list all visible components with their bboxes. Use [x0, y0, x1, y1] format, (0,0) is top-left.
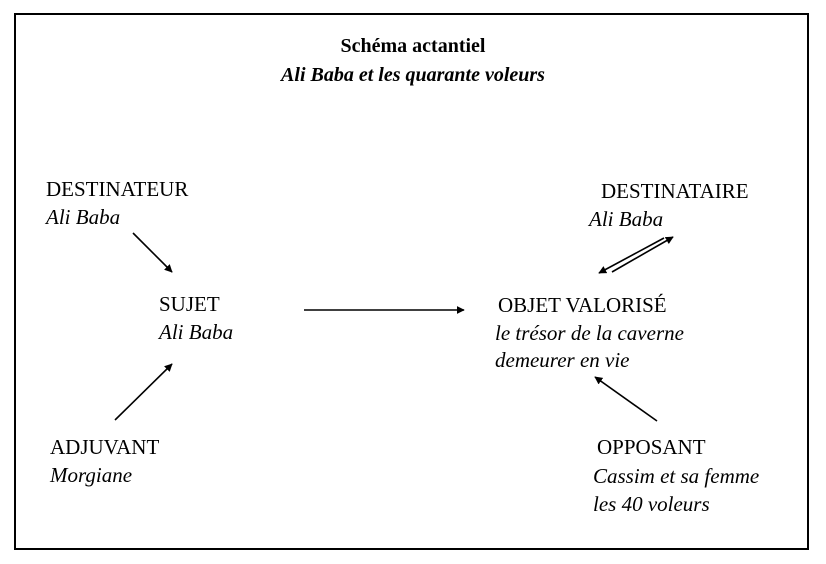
destinataire-label: DESTINATAIRE — [601, 179, 749, 203]
objet-value-2: demeurer en vie — [495, 348, 630, 372]
opposant-value-1: Cassim et sa femme — [593, 464, 760, 488]
arrow-destinateur-to-sujet — [133, 233, 172, 272]
arrow-adjuvant-to-sujet — [115, 364, 172, 420]
destinataire-value: Ali Baba — [589, 207, 664, 231]
sujet-value: Ali Baba — [159, 320, 234, 344]
arrow-destinataire-to-objet — [599, 238, 664, 273]
destinateur-label: DESTINATEUR — [46, 177, 189, 201]
adjuvant-label: ADJUVANT — [50, 435, 160, 459]
diagram-title: Schéma actantiel — [340, 35, 486, 57]
opposant-value-2: les 40 voleurs — [593, 492, 710, 516]
objet-label: OBJET VALORISÉ — [498, 293, 667, 317]
arrow-objet-to-destinataire — [612, 237, 673, 272]
arrow-opposant-to-objet — [595, 377, 657, 421]
diagram-subtitle: Ali Baba et les quarante voleurs — [281, 64, 545, 86]
opposant-label: OPPOSANT — [597, 435, 706, 459]
destinateur-value: Ali Baba — [46, 205, 121, 229]
sujet-label: SUJET — [159, 292, 220, 316]
adjuvant-value: Morgiane — [50, 463, 133, 487]
objet-value-1: le trésor de la caverne — [495, 321, 684, 345]
